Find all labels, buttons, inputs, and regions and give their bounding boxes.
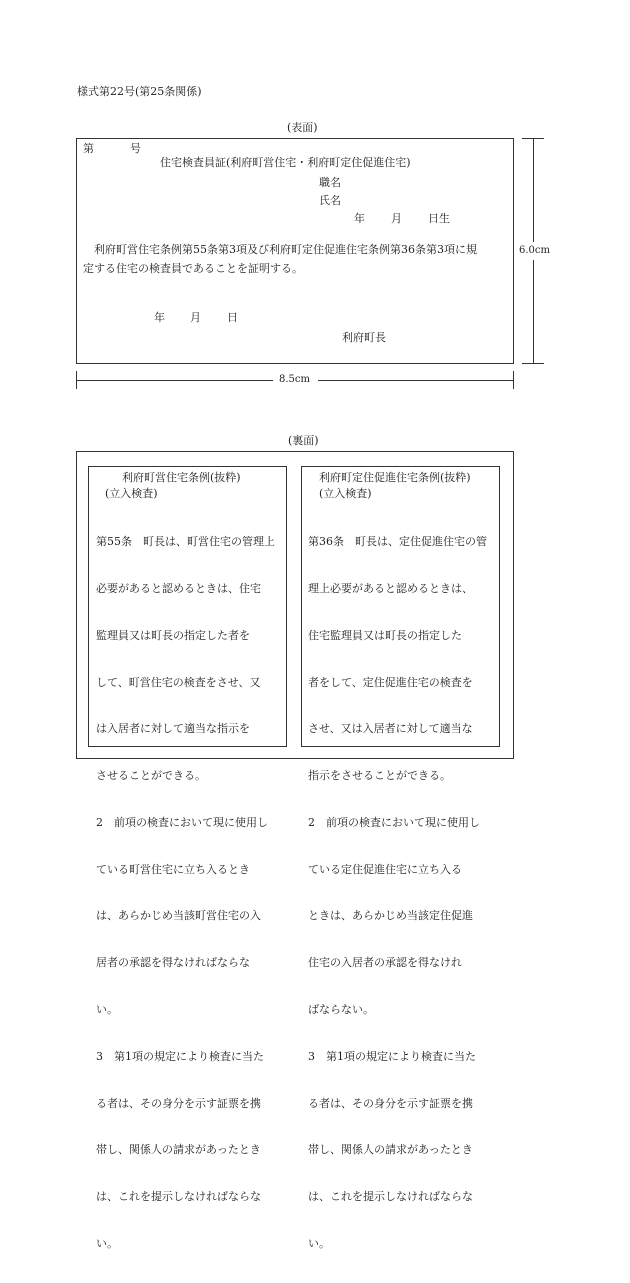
front-label: (表面) xyxy=(287,121,318,134)
right-line: い。 xyxy=(308,1236,330,1250)
right-line: は、これを提示しなければならな xyxy=(308,1190,473,1204)
left-line: い。 xyxy=(96,1003,118,1016)
name-label: 氏名 xyxy=(319,194,341,207)
width-dim-line-left xyxy=(76,380,273,381)
left-line: は、これを提示しなければならな xyxy=(96,1190,261,1204)
issue-day-label: 日 xyxy=(227,311,238,324)
left-line: い。 xyxy=(96,1236,118,1250)
right-line: る者は、その身分を示す証票を携 xyxy=(308,1096,473,1110)
left-line: 帯し、関係人の請求があったとき xyxy=(96,1143,261,1157)
right-line: 帯し、関係人の請求があったとき xyxy=(308,1143,473,1157)
right-line: 第36条 町長は、定住促進住宅の管 xyxy=(308,535,487,549)
left-line: して、町営住宅の検査をさせ、又 xyxy=(96,675,261,689)
issue-year-label: 年 xyxy=(154,311,165,324)
right-line: 2 前項の検査において現に使用し xyxy=(308,815,480,829)
certificate-number-suffix: 号 xyxy=(130,142,141,155)
height-dimension: 6.0cm xyxy=(519,245,550,256)
right-line: ばならない。 xyxy=(308,1003,374,1016)
form-number: 様式第22号(第25条関係) xyxy=(77,85,202,98)
left-line: 必要があると認めるときは、住宅 xyxy=(96,581,261,595)
height-dim-line-lower xyxy=(533,260,534,363)
left-excerpt-body xyxy=(96,503,275,1283)
right-line: 3 第1項の規定により検査に当た xyxy=(308,1049,476,1063)
right-line: 者をして、定住促進住宅の検査を xyxy=(308,675,473,689)
certificate-title: 住宅検査員証(利府町営住宅・利府町定住促進住宅) xyxy=(160,156,411,169)
right-line: 指示をさせることができる。 xyxy=(308,769,451,783)
left-line: 第55条 町長は、町営住宅の管理上 xyxy=(96,535,275,549)
left-excerpt-subtitle: (立入検査) xyxy=(105,487,158,500)
back-label: (裏面) xyxy=(288,434,319,447)
right-excerpt-subtitle: (立入検査) xyxy=(319,487,372,500)
birth-day-label: 日生 xyxy=(428,212,450,225)
body-text-line-1: 利府町営住宅条例第55条第3項及び利府町定住促進住宅条例第36条第3項に規 xyxy=(94,243,477,256)
right-line: 住宅の入居者の承認を得なけれ xyxy=(308,956,462,970)
left-line: ている町営住宅に立ち入るとき xyxy=(96,862,250,876)
issuer-label: 利府町長 xyxy=(342,331,386,344)
width-dim-right-tick xyxy=(513,371,514,389)
front-card xyxy=(76,138,514,364)
width-dim-line-right xyxy=(318,380,513,381)
birth-year-label: 年 xyxy=(354,212,365,225)
right-line: 住宅監理員又は町長の指定した xyxy=(308,628,462,642)
body-text-line-2: 定する住宅の検査員であることを証明する。 xyxy=(83,262,303,275)
right-line: させ、又は入居者に対して適当な xyxy=(308,722,473,736)
left-excerpt-box xyxy=(88,466,287,1250)
position-label: 職名 xyxy=(319,176,341,189)
right-line: ている定住促進住宅に立ち入る xyxy=(308,862,462,876)
right-line: 理上必要があると認めるときは、 xyxy=(308,581,473,595)
left-line: 監理員又は町長の指定した者を xyxy=(96,628,250,642)
left-line: は、あらかじめ当該町営住宅の入 xyxy=(96,909,261,923)
left-line: 3 第1項の規定により検査に当た xyxy=(96,1049,264,1063)
issue-month-label: 月 xyxy=(190,311,201,324)
height-dim-bottom-tick xyxy=(522,363,544,364)
left-line: る者は、その身分を示す証票を携 xyxy=(96,1096,261,1110)
certificate-number-prefix: 第 xyxy=(83,142,94,155)
back-card xyxy=(76,451,514,1250)
left-line: させることができる。 xyxy=(96,769,206,783)
right-excerpt-body xyxy=(308,503,487,1283)
height-dim-line-upper xyxy=(533,138,534,242)
right-excerpt-box xyxy=(301,466,500,1250)
left-line: 2 前項の検査において現に使用し xyxy=(96,815,268,829)
birth-month-label: 月 xyxy=(391,212,402,225)
right-excerpt-title: 利府町定住促進住宅条例(抜粋) xyxy=(319,471,471,484)
width-dimension: 8.5cm xyxy=(279,374,310,385)
left-line: 居者の承認を得なければならな xyxy=(96,956,250,970)
left-line: は入居者に対して適当な指示を xyxy=(96,722,250,736)
left-excerpt-title: 利府町営住宅条例(抜粋) xyxy=(122,471,241,484)
right-line: ときは、あらかじめ当該定住促進 xyxy=(308,909,473,923)
